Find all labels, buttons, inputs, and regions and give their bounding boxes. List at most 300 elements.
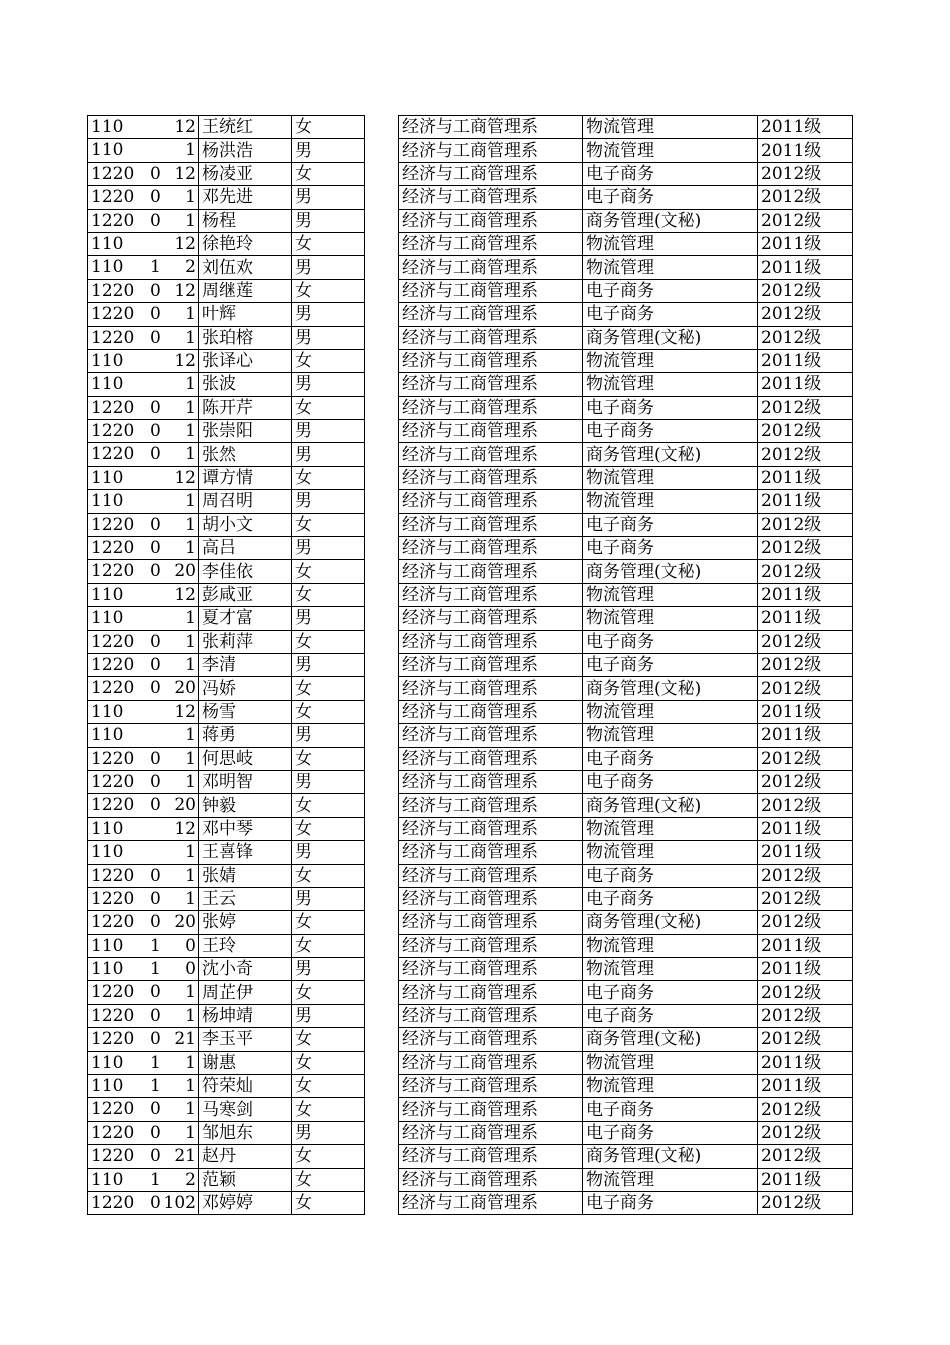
grade-cell: 2012级 [758,864,853,887]
name-cell: 陈开芹 [199,396,292,419]
table-row [399,1168,853,1191]
department-cell: 经济与工商管理系 [399,864,583,887]
code-cell [88,513,199,536]
sex-cell: 女 [292,677,365,700]
code-part-3: 20 [174,795,196,816]
code-part-3: 12 [174,163,196,184]
major-cell: 物流管理 [583,466,758,489]
code-cell [88,1191,199,1214]
major-cell: 商务管理(文秘) [583,560,758,583]
code-part-1: 110 [91,257,124,278]
code-part-3: 1 [185,140,196,161]
code-part-3: 12 [174,280,196,301]
table-row [399,443,853,466]
major-cell: 电子商务 [583,653,758,676]
code-part-1: 1220 [91,1099,135,1120]
name-cell: 周继莲 [199,279,292,302]
major-cell: 电子商务 [583,1191,758,1214]
code-cell [88,864,199,887]
name-cell: 王统红 [199,116,292,139]
major-cell: 电子商务 [583,396,758,419]
code-part-1: 110 [91,374,124,395]
major-cell: 物流管理 [583,958,758,981]
code-cell [88,209,199,232]
table-row [399,186,853,209]
code-cell [88,1075,199,1098]
sex-cell: 女 [292,116,365,139]
grade-cell: 2011级 [758,349,853,372]
table-row [88,1028,365,1051]
name-cell: 杨程 [199,209,292,232]
major-cell: 电子商务 [583,630,758,653]
major-cell: 电子商务 [583,186,758,209]
sex-cell: 女 [292,279,365,302]
department-cell: 经济与工商管理系 [399,443,583,466]
department-cell: 经济与工商管理系 [399,396,583,419]
grade-cell: 2012级 [758,1145,853,1168]
department-cell: 经济与工商管理系 [399,209,583,232]
sex-cell: 男 [292,958,365,981]
code-part-3: 12 [174,117,196,137]
code-part-2: 0 [150,1099,161,1120]
code-part-3: 21 [174,1146,196,1167]
sex-cell: 女 [292,630,365,653]
code-part-2: 0 [150,538,161,559]
code-part-2: 0 [150,888,161,909]
table-row [399,162,853,185]
department-cell: 经济与工商管理系 [399,490,583,513]
code-part-3: 1 [185,888,196,909]
code-cell [88,677,199,700]
table-row [399,911,853,934]
department-cell: 经济与工商管理系 [399,537,583,560]
sex-cell: 女 [292,466,365,489]
name-cell: 王玲 [199,934,292,957]
code-part-1: 110 [91,233,124,254]
department-cell: 经济与工商管理系 [399,1145,583,1168]
code-cell [88,653,199,676]
code-part-1: 110 [91,350,124,371]
table-row [399,887,853,910]
code-part-2: 0 [150,280,161,301]
code-part-1: 1220 [91,538,135,559]
sex-cell: 男 [292,303,365,326]
code-part-2: 0 [150,327,161,348]
code-part-3: 1 [185,1052,196,1073]
code-part-3: 1 [185,514,196,535]
code-cell [88,911,199,934]
name-cell: 邹旭东 [199,1121,292,1144]
table-row [399,583,853,606]
code-part-1: 1220 [91,748,135,769]
table-row [88,677,365,700]
code-part-1: 110 [91,701,124,722]
grade-cell: 2011级 [758,607,853,630]
name-cell: 张婷 [199,911,292,934]
table-row [88,607,365,630]
department-cell: 经济与工商管理系 [399,373,583,396]
major-cell: 商务管理(文秘) [583,443,758,466]
code-part-2: 1 [150,1169,161,1190]
name-cell: 谭方情 [199,466,292,489]
table-row [399,700,853,723]
code-part-3: 1 [185,608,196,629]
table-row [88,958,365,981]
code-part-1: 1220 [91,187,135,208]
department-cell: 经济与工商管理系 [399,186,583,209]
code-cell [88,1145,199,1168]
sex-cell: 男 [292,373,365,396]
table-row [88,864,365,887]
department-cell: 经济与工商管理系 [399,841,583,864]
code-part-2: 0 [150,421,161,442]
name-cell: 张然 [199,443,292,466]
department-cell: 经济与工商管理系 [399,630,583,653]
table-row [399,1051,853,1074]
sex-cell: 男 [292,724,365,747]
grade-cell: 2012级 [758,630,853,653]
table-row [399,770,853,793]
grade-cell: 2012级 [758,513,853,536]
code-part-3: 1 [185,748,196,769]
table-row [399,396,853,419]
table-row [88,770,365,793]
code-cell [88,887,199,910]
grade-cell: 2012级 [758,1191,853,1214]
sex-cell: 女 [292,513,365,536]
code-part-2: 0 [150,1146,161,1167]
name-cell: 叶辉 [199,303,292,326]
sex-cell: 男 [292,326,365,349]
department-cell: 经济与工商管理系 [399,513,583,536]
sex-cell: 女 [292,560,365,583]
sex-cell: 男 [292,443,365,466]
code-part-2: 0 [150,397,161,418]
grade-cell: 2012级 [758,162,853,185]
code-part-1: 110 [91,1052,124,1073]
department-cell: 经济与工商管理系 [399,1004,583,1027]
table-row [399,326,853,349]
grade-cell: 2011级 [758,1051,853,1074]
code-cell [88,1121,199,1144]
code-part-1: 110 [91,1169,124,1190]
table-row [88,583,365,606]
table-row [88,116,365,139]
sex-cell: 女 [292,232,365,255]
code-part-2: 0 [150,1192,161,1213]
code-part-2: 0 [150,1122,161,1143]
code-part-2: 0 [150,631,161,652]
code-part-2: 0 [150,1005,161,1026]
major-cell: 物流管理 [583,349,758,372]
major-cell: 物流管理 [583,116,758,139]
grade-cell: 2012级 [758,279,853,302]
major-cell: 物流管理 [583,841,758,864]
code-part-1: 110 [91,467,124,488]
sex-cell: 女 [292,747,365,770]
code-cell [88,770,199,793]
major-cell: 电子商务 [583,537,758,560]
sex-cell: 女 [292,1191,365,1214]
major-cell: 物流管理 [583,490,758,513]
code-part-3: 12 [174,584,196,605]
table-row [399,139,853,162]
major-cell: 物流管理 [583,256,758,279]
major-cell: 电子商务 [583,513,758,536]
table-row [88,537,365,560]
code-cell [88,186,199,209]
department-cell: 经济与工商管理系 [399,162,583,185]
code-part-3: 1 [185,631,196,652]
table-row [399,1145,853,1168]
grade-cell: 2012级 [758,794,853,817]
code-part-3: 2 [185,1169,196,1190]
code-part-3: 1 [185,187,196,208]
code-part-2: 0 [150,912,161,933]
sex-cell: 男 [292,841,365,864]
code-part-3: 1 [185,865,196,886]
code-part-3: 1 [185,1005,196,1026]
name-cell: 王云 [199,887,292,910]
name-cell: 谢惠 [199,1051,292,1074]
department-cell: 经济与工商管理系 [399,139,583,162]
grade-cell: 2011级 [758,1168,853,1191]
sex-cell: 男 [292,420,365,443]
table-row [399,466,853,489]
table-row [399,1075,853,1098]
name-cell: 张婧 [199,864,292,887]
major-cell: 商务管理(文秘) [583,677,758,700]
major-cell: 电子商务 [583,747,758,770]
major-cell: 电子商务 [583,420,758,443]
major-cell: 物流管理 [583,700,758,723]
code-cell [88,841,199,864]
code-part-3: 1 [185,1076,196,1097]
name-cell: 范颖 [199,1168,292,1191]
table-row [399,303,853,326]
name-cell: 邓明智 [199,770,292,793]
code-part-1: 1220 [91,327,135,348]
name-cell: 冯娇 [199,677,292,700]
code-part-3: 0 [185,959,196,980]
major-cell: 物流管理 [583,139,758,162]
grade-cell: 2012级 [758,560,853,583]
name-cell: 符荣灿 [199,1075,292,1098]
code-part-1: 1220 [91,280,135,301]
grade-cell: 2012级 [758,1004,853,1027]
code-part-2: 0 [150,748,161,769]
table-row [88,279,365,302]
code-cell [88,116,199,139]
table-row [399,794,853,817]
grade-cell: 2012级 [758,186,853,209]
grade-cell: 2011级 [758,1075,853,1098]
code-part-3: 1 [185,654,196,675]
code-cell [88,537,199,560]
code-cell [88,1051,199,1074]
name-cell: 沈小奇 [199,958,292,981]
sex-cell: 男 [292,537,365,560]
table-row [88,232,365,255]
major-cell: 电子商务 [583,1098,758,1121]
grade-cell: 2012级 [758,209,853,232]
department-cell: 经济与工商管理系 [399,560,583,583]
code-part-1: 1220 [91,1005,135,1026]
major-cell: 电子商务 [583,279,758,302]
department-cell: 经济与工商管理系 [399,349,583,372]
name-cell: 张珀榕 [199,326,292,349]
major-cell: 电子商务 [583,1004,758,1027]
table-row [88,490,365,513]
department-cell: 经济与工商管理系 [399,1051,583,1074]
code-cell [88,420,199,443]
table-row [399,279,853,302]
table-row [88,373,365,396]
sex-cell: 女 [292,934,365,957]
table-row [399,209,853,232]
sex-cell: 女 [292,1075,365,1098]
name-cell: 何思岐 [199,747,292,770]
code-part-3: 1 [185,725,196,746]
code-cell [88,1004,199,1027]
code-cell [88,1028,199,1051]
major-cell: 电子商务 [583,1121,758,1144]
table-row [399,981,853,1004]
table-row [88,1075,365,1098]
code-cell [88,724,199,747]
name-cell: 高吕 [199,537,292,560]
code-part-1: 1220 [91,514,135,535]
code-part-1: 1220 [91,1029,135,1050]
table-row [88,630,365,653]
table-row [399,232,853,255]
table-row [88,747,365,770]
code-part-3: 12 [174,701,196,722]
name-cell: 杨坤靖 [199,1004,292,1027]
grade-cell: 2011级 [758,373,853,396]
code-part-3: 1 [185,210,196,231]
table-row [399,630,853,653]
sex-cell: 女 [292,700,365,723]
sex-cell: 男 [292,887,365,910]
sex-cell: 女 [292,911,365,934]
major-cell: 物流管理 [583,724,758,747]
code-part-2: 0 [150,865,161,886]
code-part-3: 12 [174,350,196,371]
code-cell [88,817,199,840]
code-part-1: 110 [91,608,124,629]
name-cell: 张译心 [199,349,292,372]
code-part-1: 1220 [91,654,135,675]
sex-cell: 女 [292,349,365,372]
table-row [88,1121,365,1144]
grade-cell: 2011级 [758,817,853,840]
grade-cell: 2012级 [758,1098,853,1121]
table-row [88,817,365,840]
code-cell [88,443,199,466]
code-cell [88,607,199,630]
table-row [88,513,365,536]
table-row [88,303,365,326]
major-cell: 物流管理 [583,373,758,396]
grade-cell: 2012级 [758,653,853,676]
table-row [88,396,365,419]
code-part-2: 0 [150,163,161,184]
table-row [88,326,365,349]
major-cell: 商务管理(文秘) [583,1145,758,1168]
department-cell: 经济与工商管理系 [399,887,583,910]
table-row [88,794,365,817]
code-cell [88,256,199,279]
table-row [88,209,365,232]
sex-cell: 女 [292,794,365,817]
sex-cell: 男 [292,256,365,279]
table-row [399,420,853,443]
code-part-2: 0 [150,187,161,208]
name-cell: 周召明 [199,490,292,513]
code-part-2: 0 [150,982,161,1003]
department-cell: 经济与工商管理系 [399,1191,583,1214]
table-row [88,443,365,466]
code-part-1: 1220 [91,678,135,699]
grade-cell: 2012级 [758,887,853,910]
grade-cell: 2011级 [758,466,853,489]
grade-cell: 2011级 [758,958,853,981]
major-cell: 商务管理(文秘) [583,209,758,232]
code-part-1: 1220 [91,210,135,231]
sex-cell: 男 [292,607,365,630]
student-table-left [87,115,365,1215]
name-cell: 张莉萍 [199,630,292,653]
sex-cell: 男 [292,139,365,162]
major-cell: 商务管理(文秘) [583,326,758,349]
department-cell: 经济与工商管理系 [399,116,583,139]
code-cell [88,303,199,326]
table-row [399,349,853,372]
code-part-2: 0 [150,795,161,816]
name-cell: 李佳依 [199,560,292,583]
table-row [399,1191,853,1214]
code-part-1: 1220 [91,888,135,909]
code-cell [88,139,199,162]
table-row [399,513,853,536]
sex-cell: 男 [292,186,365,209]
sex-cell: 女 [292,1098,365,1121]
major-cell: 电子商务 [583,864,758,887]
table-row [88,349,365,372]
department-cell: 经济与工商管理系 [399,747,583,770]
code-part-3: 1 [185,771,196,792]
code-cell [88,349,199,372]
grade-cell: 2012级 [758,747,853,770]
department-cell: 经济与工商管理系 [399,770,583,793]
department-cell: 经济与工商管理系 [399,326,583,349]
department-cell: 经济与工商管理系 [399,466,583,489]
code-cell [88,1098,199,1121]
department-cell: 经济与工商管理系 [399,1028,583,1051]
table-row [88,139,365,162]
code-part-3: 102 [163,1192,196,1213]
code-cell [88,794,199,817]
table-row [399,537,853,560]
table-row [88,1168,365,1191]
grade-cell: 2012级 [758,981,853,1004]
table-row [88,162,365,185]
grade-cell: 2011级 [758,724,853,747]
department-cell: 经济与工商管理系 [399,1168,583,1191]
name-cell: 刘伍欢 [199,256,292,279]
table-row [88,653,365,676]
